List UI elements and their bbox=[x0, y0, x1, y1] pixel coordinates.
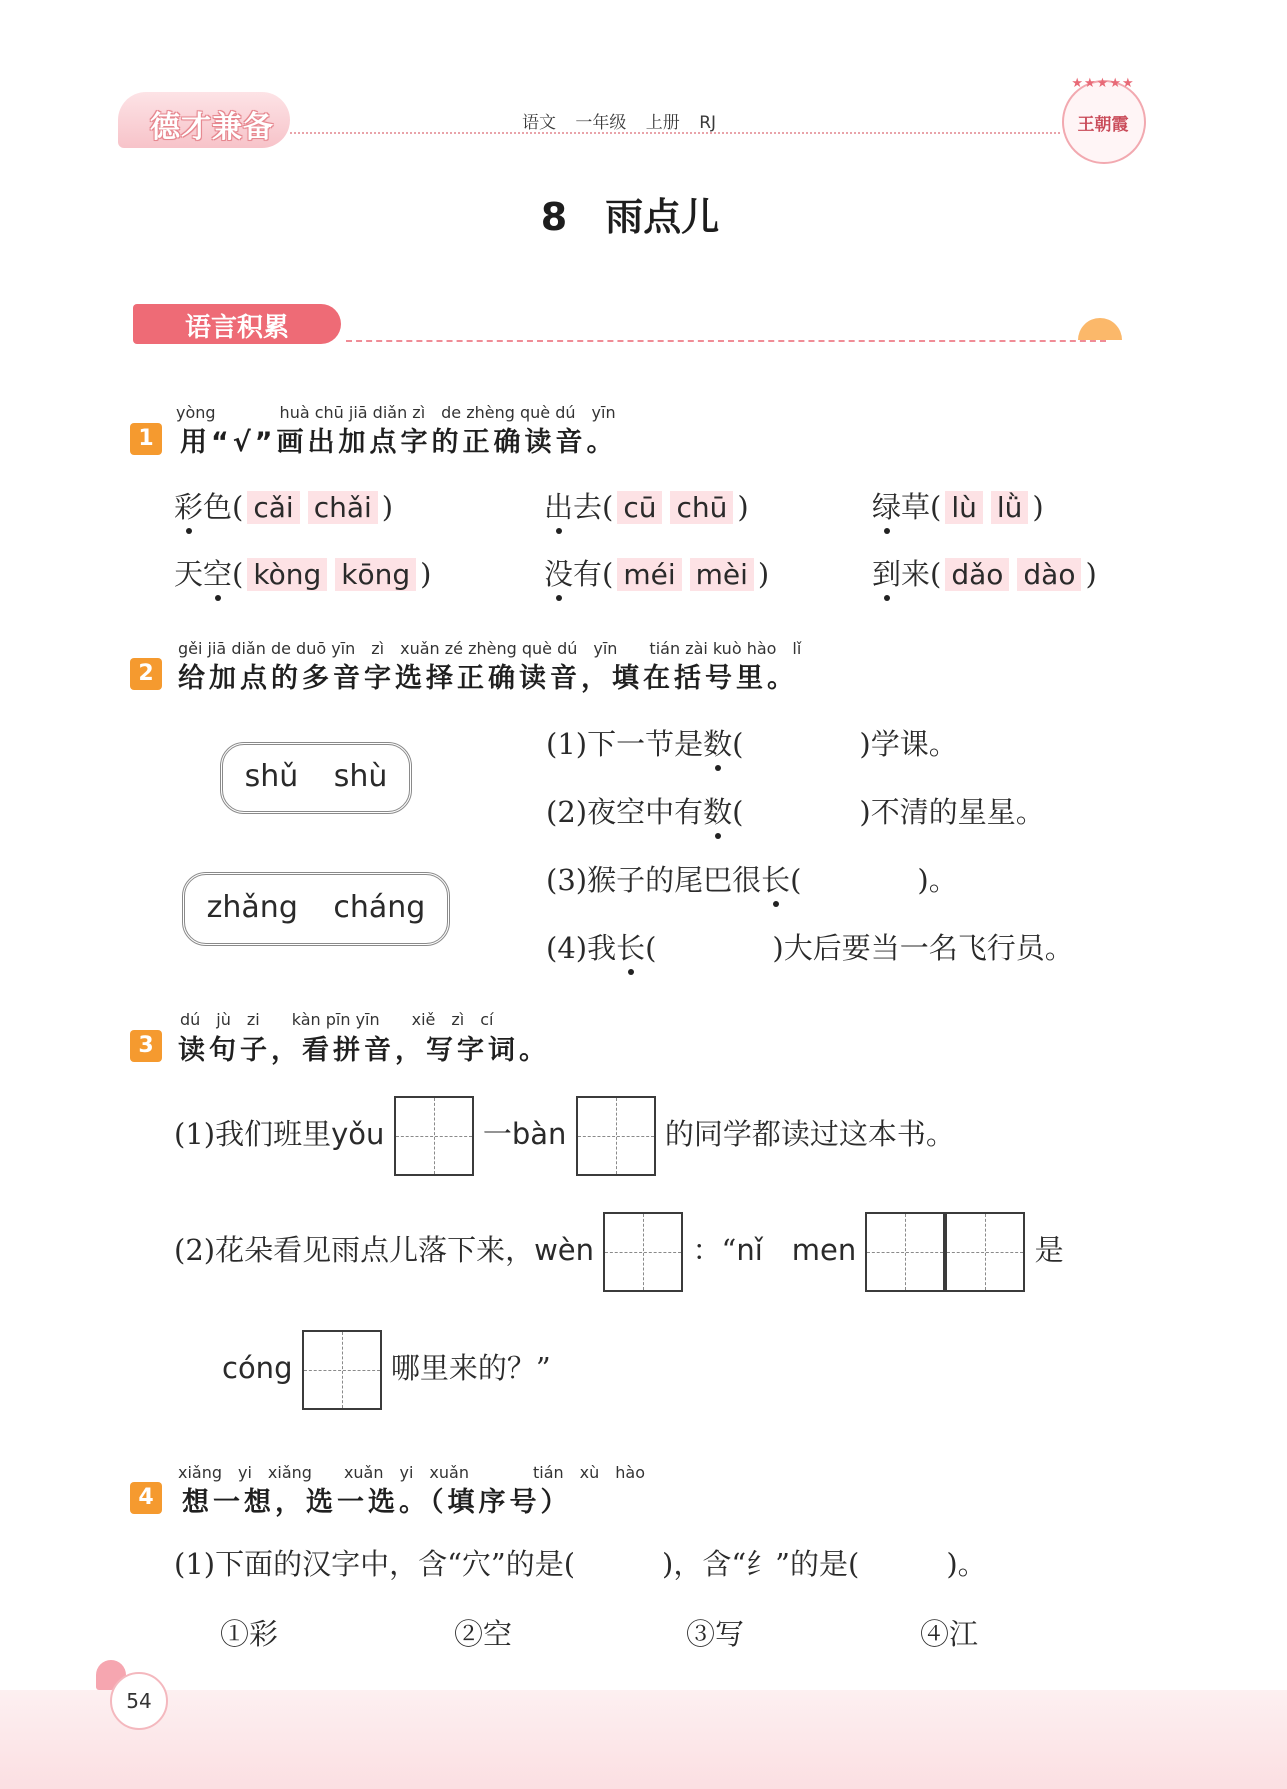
q1-pinyin: yòng huà chū jiā diǎn zì de zhèng què dú yīn bbox=[176, 403, 616, 422]
sun-icon bbox=[1078, 318, 1122, 340]
pinyin-option[interactable]: dào bbox=[1017, 558, 1081, 591]
page-number: 54 bbox=[110, 1672, 168, 1730]
q1-number: 1 bbox=[130, 423, 162, 455]
q2-sentence: (2)夜空中有数( )不清的星星。 bbox=[546, 790, 1045, 831]
q1-item: 彩色( cǎi chǎi ) bbox=[174, 485, 393, 526]
answer-blank[interactable]: ( )大后要当一名飞行员。 bbox=[645, 931, 1074, 965]
writing-box[interactable] bbox=[945, 1212, 1025, 1292]
seal-stars-icon: ★★★★★ bbox=[1071, 76, 1135, 91]
writing-box[interactable] bbox=[394, 1096, 474, 1176]
q4-number: 4 bbox=[130, 1482, 162, 1514]
brand-logo: 德才兼备 bbox=[150, 110, 274, 145]
q3-pinyin: dú jù zi kàn pīn yīn xiě zì cí bbox=[180, 1010, 494, 1029]
pinyin-choice-box: shǔ shù bbox=[220, 742, 412, 814]
pinyin-option[interactable]: méi bbox=[617, 558, 681, 591]
book-meta: 语文 一年级 上册 RJ bbox=[522, 113, 717, 133]
choice-option[interactable]: ①彩 bbox=[220, 1617, 279, 1651]
answer-blank[interactable]: ( )。 bbox=[790, 863, 958, 897]
pinyin-option[interactable]: dǎo bbox=[945, 558, 1009, 591]
footer-wave bbox=[0, 1690, 1287, 1789]
q4-sentence: (1)下面的汉字中，含“穴”的是( )，含“纟”的是( )。 bbox=[174, 1547, 987, 1581]
section-title: 语言积累 bbox=[185, 313, 290, 343]
pinyin-option[interactable]: chǎi bbox=[308, 491, 378, 524]
q1-item: 出去( cū chū ) bbox=[544, 485, 749, 526]
q3-sentence-1: (1)我们班里yǒu 一bàn 的同学都读过这本书。 bbox=[174, 1096, 955, 1176]
section-divider bbox=[346, 340, 1106, 342]
pinyin-option[interactable]: mèi bbox=[690, 558, 754, 591]
q3-instruction: 读句子，看拼音，写字词。 bbox=[178, 1035, 550, 1066]
pinyin-option[interactable]: cū bbox=[617, 491, 662, 524]
q2-pinyin: gěi jiā diǎn de duō yīn zì xuǎn zé zhèng què dú yīn tián zài kuò hào lǐ bbox=[178, 639, 802, 658]
writing-box[interactable] bbox=[302, 1330, 382, 1410]
pinyin-option[interactable]: cǎi bbox=[247, 491, 299, 524]
pinyin-choice-box: zhǎng cháng bbox=[182, 872, 450, 946]
q2-sentence: (4)我长( )大后要当一名飞行员。 bbox=[546, 926, 1074, 967]
writing-box[interactable] bbox=[603, 1212, 683, 1292]
q4-pinyin: xiǎng yi xiǎng xuǎn yi xuǎn tián xù hào bbox=[178, 1463, 645, 1482]
writing-box[interactable] bbox=[576, 1096, 656, 1176]
pinyin-option[interactable]: lǜ bbox=[991, 491, 1029, 524]
pinyin-option[interactable]: kōng bbox=[335, 558, 416, 591]
q1-item: 到来( dǎo dào ) bbox=[872, 552, 1097, 593]
q2-sentence: (3)猴子的尾巴很长( )。 bbox=[546, 858, 958, 899]
q2-sentence: (1)下一节是数( )学课。 bbox=[546, 722, 958, 763]
pinyin-option[interactable]: kòng bbox=[247, 558, 327, 591]
writing-box[interactable] bbox=[865, 1212, 945, 1292]
q1-item: 没有( méi mèi ) bbox=[544, 552, 769, 593]
q4-instruction: 想一想，选一选。（填序号） bbox=[182, 1487, 572, 1518]
lesson-title: 8 雨点儿 bbox=[540, 195, 720, 239]
choice-option[interactable]: ②空 bbox=[454, 1617, 513, 1651]
answer-blank[interactable]: ( )学课。 bbox=[732, 727, 958, 761]
q2-number: 2 bbox=[130, 658, 162, 690]
answer-blank[interactable]: ( )不清的星星。 bbox=[732, 795, 1045, 829]
q1-item: 绿草( lù lǜ ) bbox=[872, 485, 1044, 526]
q3-sentence-2: (2)花朵看见雨点儿落下来，wèn ：“nǐ men 是 bbox=[174, 1212, 1064, 1292]
q3-sentence-3: cóng 哪里来的？” bbox=[222, 1330, 551, 1410]
choice-option[interactable]: ③写 bbox=[686, 1617, 745, 1651]
q2-instruction: 给加点的多音字选择正确读音，填在括号里。 bbox=[178, 663, 798, 694]
q1-item: 天空( kòng kōng ) bbox=[174, 552, 431, 593]
q1-instruction: 用“√”画出加点字的正确读音。 bbox=[180, 427, 618, 458]
pinyin-option[interactable]: chū bbox=[670, 491, 733, 524]
pinyin-option[interactable]: lù bbox=[945, 491, 983, 524]
q3-number: 3 bbox=[130, 1030, 162, 1062]
seal-name: 王朝霞 bbox=[1077, 115, 1129, 135]
choice-option[interactable]: ④江 bbox=[920, 1617, 979, 1651]
